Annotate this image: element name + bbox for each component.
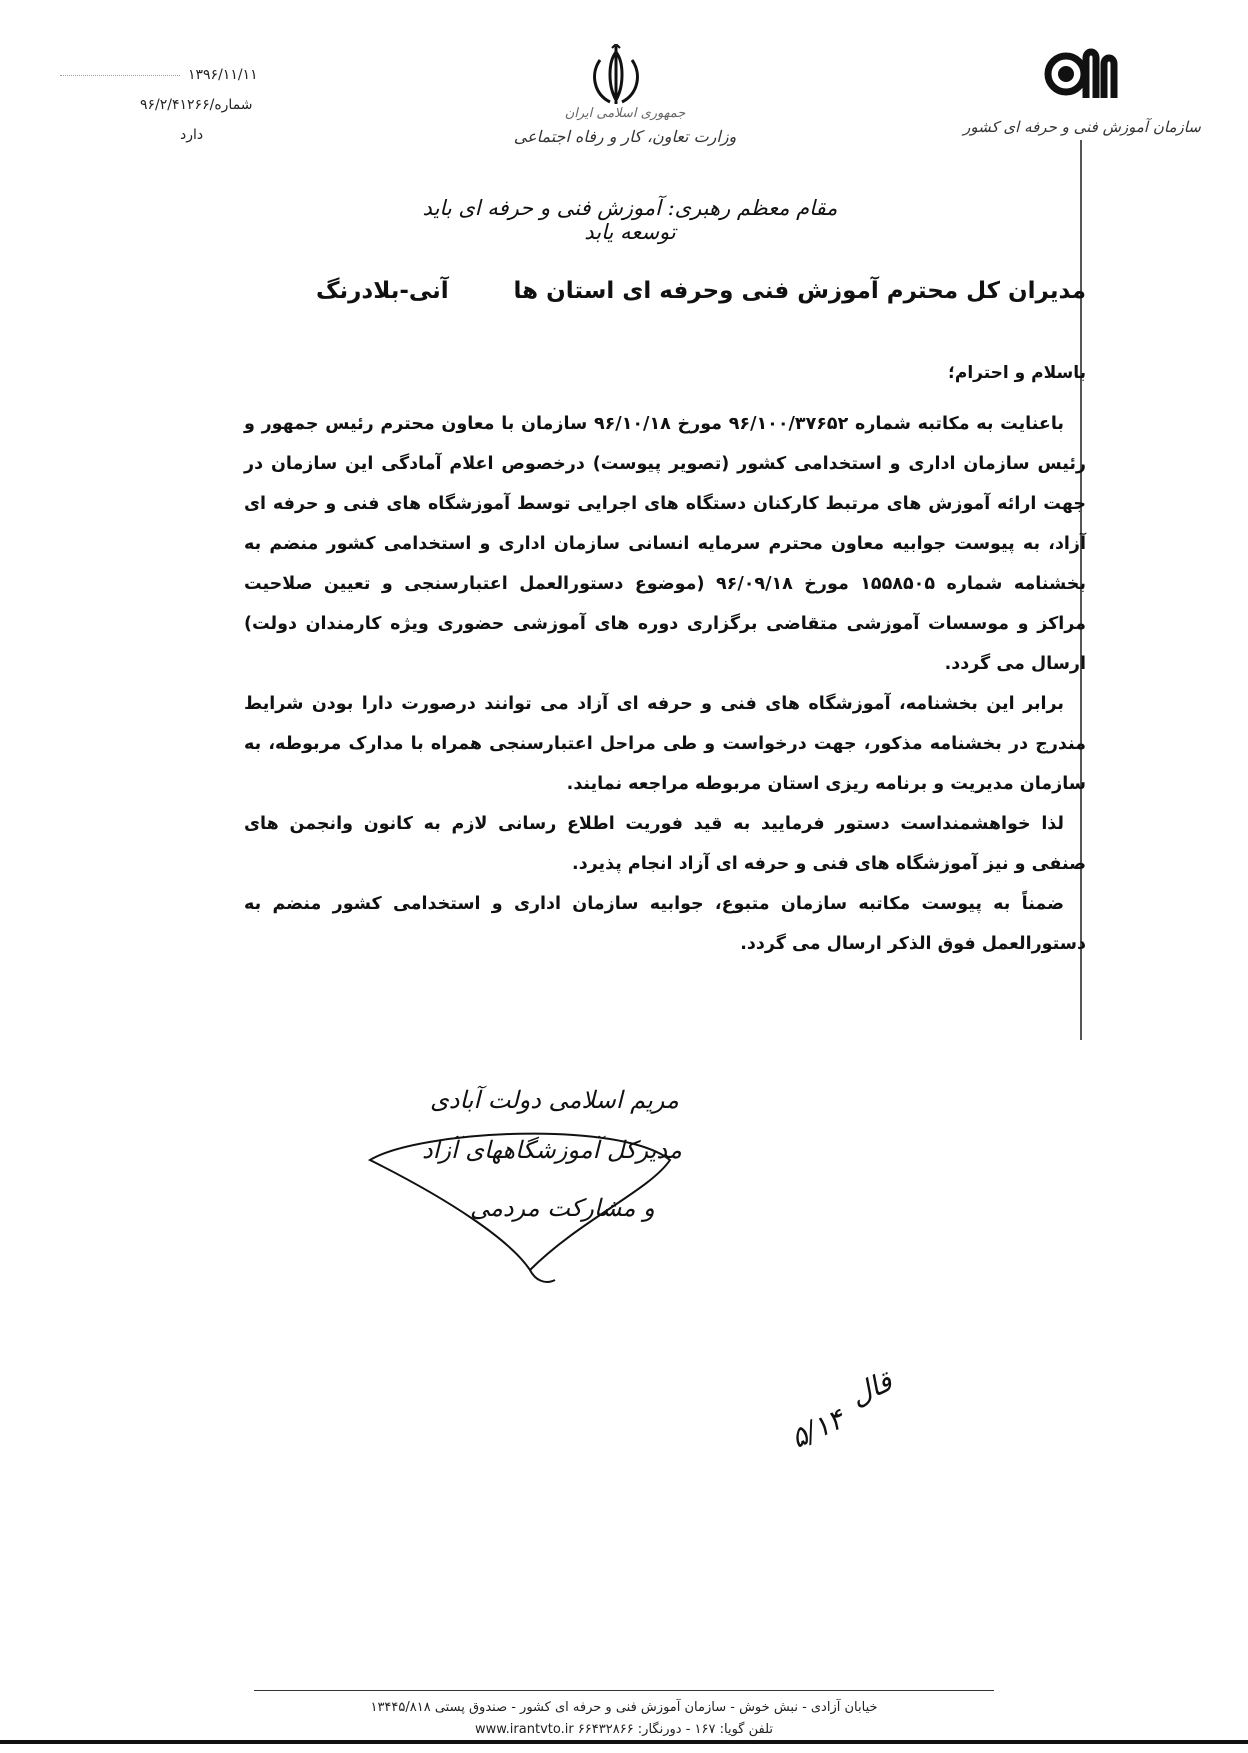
paragraph: باعنایت به مکاتبه شماره ۹۶/۱۰۰/۳۷۶۵۲ مورخ ۹۶/۱۰/۱۸ سازمان با معاون محترم رئیس جمهور و رئیس سازمان اداری و استخدامی کشور (تصویر پیوست) درخصوص اعلام آمادگی این سازمان در جهت ارائه آموزش های مرتبط کارکنان دستگاه های اجرایی توسط آموزشگاه های فنی و حرفه ای آزاد، به پیوست جوابیه معاون محترم سرمایه انسانی سازمان اداری و استخدامی کشور منضم به بخشنامه شماره ۱۵۵۸۵۰۵ مورخ ۹۶/۰۹/۱۸ (موضوع دستورالعمل اعتبارسنجی و تعیین صلاحیت مراکز و موسسات آموزشی متقاضی برگزاری دوره های آموزشی حضوری ویژه کارمندان دولت) ارسال می گردد. (244, 414, 1086, 674)
footer-address: خیابان آزادی - نبش خوش - سازمان آموزش فنی و حرفه ای کشور - صندوق پستی ۱۳۴۴۵/۸۱۸ (370, 1700, 878, 1715)
paragraph: ضمناً به پیوست مکاتبه سازمان متبوع، جوابیه سازمان اداری و استخدامی کشور منضم به دستورالعمل فوق الذکر ارسال می گردد. (244, 894, 1086, 954)
recipient: مدیران کل محترم آموزش فنی وحرفه ای استان ها (513, 278, 1086, 304)
motto: مقام معظم رهبری: آموزش فنی و حرفه ای باید توسعه یابد (422, 196, 838, 244)
dotted-line (60, 75, 180, 76)
reference-block (60, 60, 290, 150)
signatory-title-1: مدیرکل آموزشگاههای آزاد (422, 1136, 682, 1164)
paragraph: برابر این بخشنامه، آموزشگاه های فنی و حرفه ای آزاد می توانند درصورت دارا بودن شرایط مندرج در بخشنامه مذکور، جهت درخواست و طی مراحل اعتبارسنجی همراه با مدارک مربوطه، به سازمان مدیریت و برنامه ریزی استان مربوطه مراجعه نمایند. (244, 694, 1086, 794)
note-line-1: قال (845, 1364, 898, 1413)
reference-attachment: دارد (180, 127, 204, 143)
urgency-label: آنی-بلادرنگ (316, 278, 449, 304)
note-line-2: ۵/۱۴ (785, 1402, 849, 1455)
bottom-bar (0, 1740, 1248, 1744)
paragraph: لذا خواهشمنداست دستور فرمایید به قید فوریت اطلاع رسانی لازم به کانون وانجمن های صنفی و نیز آموزشگاه های فنی و حرفه ای آزاد انجام پذیرد. (244, 814, 1086, 874)
ministry-header (440, 106, 810, 146)
ministry-line-2: وزارت تعاون، کار و رفاه اجتماعی (513, 127, 737, 146)
signatory-name: مریم اسلامی دولت آبادی (430, 1086, 679, 1114)
handwritten-note (785, 1364, 930, 1492)
ministry-line-1: جمهوری اسلامی ایران (564, 106, 686, 121)
signatory-title-2: و مشارکت مردمی (470, 1194, 655, 1222)
organization-logo-icon (1040, 44, 1124, 108)
footer-contact: تلفن گویا: ۱۶۷ - دورنگار: ۶۶۴۳۲۸۶۶ www.irantvto.ir (474, 1722, 774, 1737)
footer-rule (254, 1690, 994, 1691)
reference-date: ۱۳۹۶/۱۱/۱۱ (188, 67, 258, 83)
reference-number: ۹۶/۲/شماره/۴۱۲۶۶ (140, 97, 253, 113)
letter-body (244, 404, 1086, 964)
signature-block (360, 1080, 690, 1300)
iran-emblem-icon (588, 44, 644, 108)
organization-name: سازمان آموزش فنی و حرفه ای کشور (963, 118, 1201, 136)
salutation: باسلام و احترام؛ (948, 363, 1086, 383)
